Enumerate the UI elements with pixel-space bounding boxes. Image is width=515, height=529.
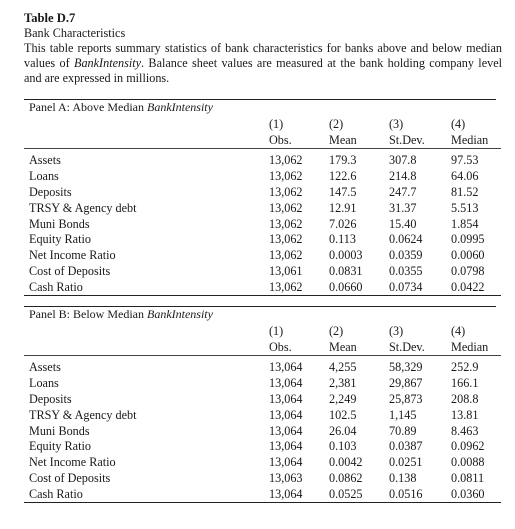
column-header-row — [24, 339, 501, 356]
column-header: Obs. — [269, 132, 329, 149]
row-label: Assets — [29, 360, 61, 375]
panel-a-table — [24, 116, 501, 296]
column-header: Median — [451, 132, 501, 149]
panel-a — [24, 99, 496, 296]
cell-mean: 122.6 — [329, 169, 357, 184]
cell-obs: 13,064 — [269, 360, 303, 375]
row-label: Assets — [29, 153, 61, 168]
cell-sd: 214.8 — [389, 169, 417, 184]
row-label: Deposits — [29, 391, 72, 406]
panel-b-title — [24, 306, 496, 323]
caption-text-2: . Balance sheet values are measured at the bank holding company level and are expressed in millions. — [24, 56, 502, 85]
table-subtitle: Bank Characteristics — [24, 26, 126, 40]
table-title: Table D.7 — [24, 11, 76, 25]
column-blank — [24, 323, 269, 339]
cell-sd: 25,873 — [389, 391, 423, 406]
cell-median: 0.0360 — [451, 486, 501, 502]
cell-sd: 307.8 — [389, 153, 417, 168]
table-row — [24, 423, 501, 439]
row-label: Cost of Deposits — [29, 470, 111, 485]
cell-sd: 0.138 — [389, 470, 417, 485]
cell-sd: 1,145 — [389, 407, 417, 422]
cell-median: 0.0060 — [451, 248, 485, 263]
cell-median: 97.53 — [451, 153, 479, 168]
cell-median: 0.0798 — [451, 263, 485, 278]
cell-obs: 13,062 — [269, 153, 303, 168]
cell-median: 0.0811 — [451, 470, 485, 485]
column-number: (4) — [451, 323, 466, 338]
cell-mean: 0.0525 — [329, 486, 389, 502]
cell-obs: 13,062 — [269, 200, 303, 215]
panel-a-title-italic: BankIntensity — [146, 100, 213, 114]
column-header: Mean — [329, 132, 389, 149]
table-row — [24, 376, 501, 392]
cell-sd: 0.0251 — [389, 455, 423, 470]
cell-mean: 0.0862 — [329, 470, 363, 485]
column-number: (3) — [389, 116, 404, 131]
row-label: Loans — [29, 169, 59, 184]
table-row — [24, 200, 501, 216]
table-row — [24, 392, 501, 408]
table-header — [24, 11, 502, 86]
cell-mean: 2,381 — [329, 376, 357, 391]
cell-mean: 0.0003 — [329, 248, 363, 263]
cell-sd: 0.0387 — [389, 439, 423, 454]
cell-sd: 70.89 — [389, 423, 417, 438]
cell-median: 5.513 — [451, 200, 479, 215]
column-header: St.Dev. — [389, 339, 451, 356]
cell-obs: 13,062 — [269, 184, 303, 199]
cell-median: 8.463 — [451, 423, 479, 438]
column-number: (2) — [329, 116, 344, 131]
table-row — [24, 149, 501, 169]
cell-mean: 26.04 — [329, 423, 357, 438]
column-header-row — [24, 132, 501, 149]
cell-sd: 247.7 — [389, 184, 417, 199]
cell-mean: 2,249 — [329, 391, 357, 406]
cell-median: 13.81 — [451, 407, 479, 422]
column-number: (3) — [389, 323, 404, 338]
cell-mean: 0.0042 — [329, 455, 363, 470]
row-label: Muni Bonds — [29, 216, 90, 231]
panel-b-table — [24, 323, 501, 503]
cell-obs: 13,063 — [269, 470, 303, 485]
column-header: Median — [451, 339, 501, 356]
cell-obs: 13,062 — [269, 216, 303, 231]
table-row — [24, 216, 501, 232]
row-label: TRSY & Agency debt — [29, 200, 137, 215]
table-row — [24, 471, 501, 487]
column-blank — [24, 132, 269, 149]
row-label: Deposits — [29, 184, 72, 199]
caption-italic-term: BankIntensity — [74, 56, 142, 70]
cell-median: 166.1 — [451, 376, 479, 391]
cell-median: 0.0995 — [451, 232, 485, 247]
cell-obs: 13,062 — [269, 232, 303, 247]
row-label: Loans — [29, 376, 59, 391]
cell-median: 81.52 — [451, 184, 479, 199]
cell-obs: 13,064 — [269, 423, 303, 438]
table-row — [24, 169, 501, 185]
column-number: (1) — [269, 116, 284, 131]
column-number-row — [24, 116, 501, 132]
cell-median: 0.0422 — [451, 279, 501, 295]
table-row — [24, 407, 501, 423]
cell-mean: 0.113 — [329, 232, 356, 247]
cell-mean: 147.5 — [329, 184, 357, 199]
cell-mean: 0.0660 — [329, 279, 389, 295]
column-number-row — [24, 323, 501, 339]
row-label: Equity Ratio — [29, 439, 91, 454]
table-row — [24, 439, 501, 455]
table-row — [24, 279, 501, 295]
row-label: Net Income Ratio — [29, 248, 116, 263]
caption-text-1: This table reports summary statistics of bank characteristics for banks above and below median values of — [24, 41, 502, 70]
table-row — [24, 264, 501, 280]
row-label: Cash Ratio — [24, 486, 269, 502]
cell-sd: 58,329 — [389, 360, 423, 375]
panel-b-title-italic: BankIntensity — [146, 307, 213, 321]
cell-obs: 13,064 — [269, 391, 303, 406]
cell-sd: 0.0734 — [389, 279, 451, 295]
column-header: Obs. — [269, 339, 329, 356]
cell-obs: 13,064 — [269, 486, 329, 502]
table-row — [24, 356, 501, 376]
table-row — [24, 248, 501, 264]
cell-mean: 4,255 — [329, 360, 357, 375]
cell-mean: 0.103 — [329, 439, 357, 454]
cell-obs: 13,062 — [269, 169, 303, 184]
row-label: Cost of Deposits — [29, 263, 111, 278]
panel-a-title-prefix: Panel A: Above Median — [29, 100, 147, 114]
cell-mean: 179.3 — [329, 153, 357, 168]
table-row — [24, 185, 501, 201]
table-row — [24, 486, 501, 502]
cell-median: 0.0088 — [451, 455, 485, 470]
cell-sd: 0.0359 — [389, 248, 423, 263]
cell-obs: 13,064 — [269, 407, 303, 422]
row-label: TRSY & Agency debt — [29, 407, 137, 422]
panel-b-title-prefix: Panel B: Below Median — [29, 307, 147, 321]
row-label: Muni Bonds — [29, 423, 90, 438]
row-label: Net Income Ratio — [29, 455, 116, 470]
cell-sd: 31.37 — [389, 200, 417, 215]
row-label: Equity Ratio — [29, 232, 91, 247]
table-row — [24, 455, 501, 471]
cell-obs: 13,062 — [269, 248, 303, 263]
column-header: St.Dev. — [389, 132, 451, 149]
column-number: (4) — [451, 116, 466, 131]
cell-sd: 0.0355 — [389, 263, 423, 278]
panel-b — [24, 306, 496, 503]
cell-obs: 13,064 — [269, 439, 303, 454]
table-row — [24, 232, 501, 248]
table-caption — [24, 41, 502, 86]
row-label: Cash Ratio — [24, 279, 269, 295]
cell-median: 1.854 — [451, 216, 479, 231]
column-header: Mean — [329, 339, 389, 356]
cell-mean: 12.91 — [329, 200, 357, 215]
cell-median: 0.0962 — [451, 439, 485, 454]
cell-obs: 13,064 — [269, 455, 303, 470]
column-number: (1) — [269, 323, 284, 338]
column-blank — [24, 116, 269, 132]
cell-median: 252.9 — [451, 360, 479, 375]
column-number: (2) — [329, 323, 344, 338]
cell-sd: 0.0624 — [389, 232, 423, 247]
cell-mean: 102.5 — [329, 407, 357, 422]
cell-mean: 7.026 — [329, 216, 357, 231]
column-blank — [24, 339, 269, 356]
cell-mean: 0.0831 — [329, 263, 363, 278]
cell-sd: 0.0516 — [389, 486, 451, 502]
cell-median: 64.06 — [451, 169, 479, 184]
cell-obs: 13,062 — [269, 279, 329, 295]
cell-median: 208.8 — [451, 391, 479, 406]
cell-obs: 13,061 — [269, 263, 303, 278]
cell-sd: 29,867 — [389, 376, 423, 391]
panel-a-title — [24, 99, 496, 116]
cell-obs: 13,064 — [269, 376, 303, 391]
cell-sd: 15.40 — [389, 216, 417, 231]
